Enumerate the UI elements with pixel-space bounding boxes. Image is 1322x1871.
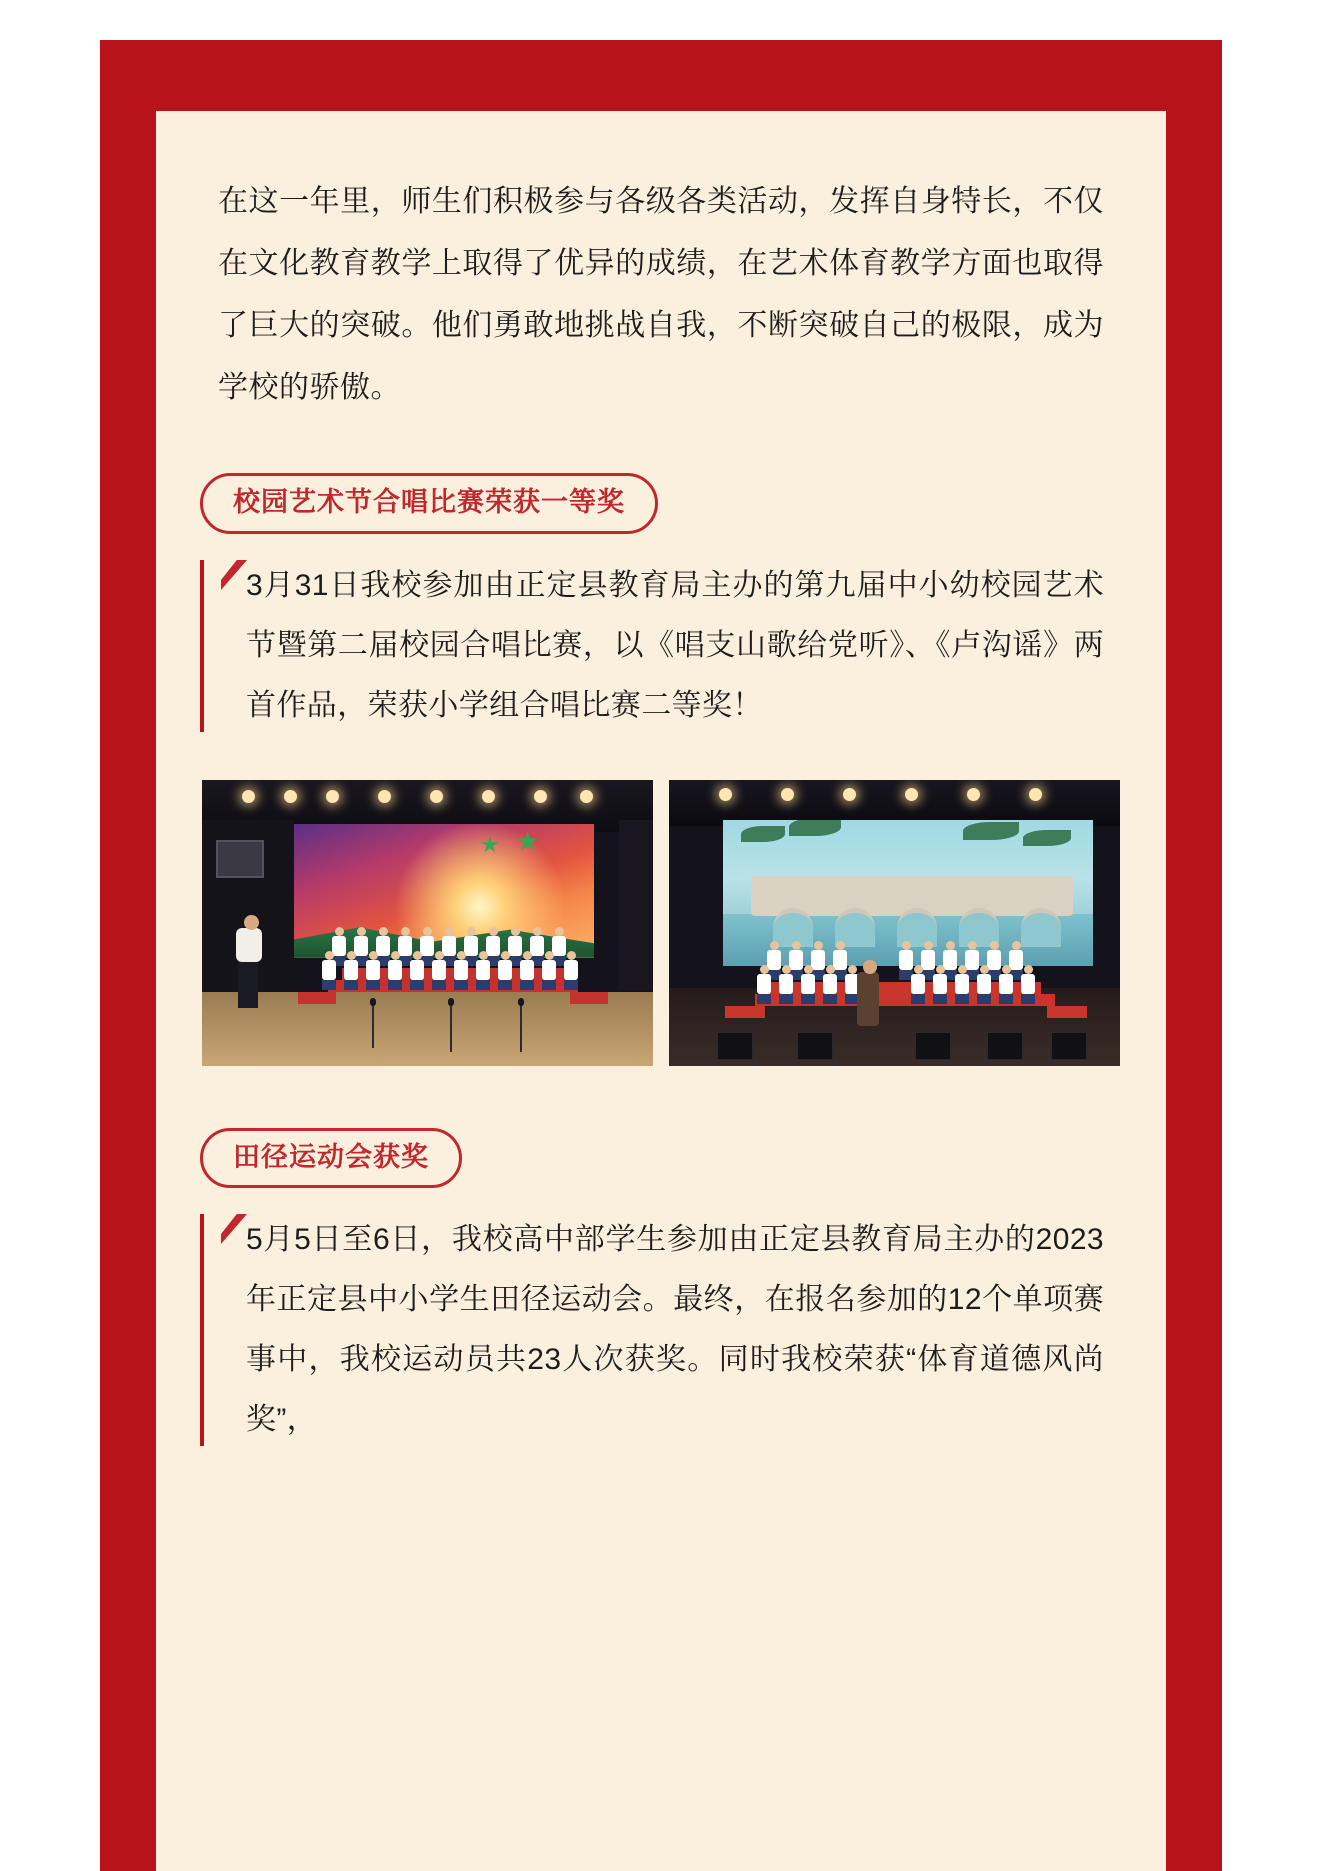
content-card: [156, 111, 1166, 1871]
section-body-2-text: 5月5日至6日，我校高中部学生参加由正定县教育局主办的2023年正定县中小学生田径运动会。最终，在报名参加的12个单项赛事中，我校运动员共23人次获奖。同时我校荣获“体育道德风尚奖”，: [246, 1223, 1104, 1437]
star-icon: ★: [480, 831, 500, 857]
leaf-icon: [741, 826, 785, 842]
section-heading-2-label: 田径运动会获奖: [200, 1128, 462, 1189]
intro-paragraph: 在这一年里，师生们积极参与各级各类活动，发挥自身特长，不仅在文化教育教学上取得了优异的成绩，在艺术体育教学方面也取得了巨大的突破。他们勇敢地挑战自我，不断突破自己的极限，成为学校的骄傲。: [218, 185, 1104, 404]
section-body-2: [200, 1210, 1104, 1450]
bottom-spacer: [156, 1450, 1166, 1490]
stage-light-icon: [843, 788, 856, 801]
chorus-singer: [344, 951, 358, 990]
stage-light-icon: [580, 790, 593, 803]
stage-step: [570, 992, 608, 1004]
leaf-icon: [1023, 830, 1071, 846]
chorus-singer: [366, 951, 380, 990]
stage-light-icon: [482, 790, 495, 803]
section-body-1-text: 3月31日我校参加由正定县教育局主办的第九届中小幼校园艺术节暨第二届校园合唱比赛，以《唱支山歌给党听》、《卢沟谣》两首作品，荣获小学组合唱比赛二等奖！: [246, 568, 1104, 722]
stage-window: [216, 840, 264, 878]
stage-speaker: [797, 1032, 833, 1060]
stage-light-icon: [719, 788, 732, 801]
chorus-singer: [933, 965, 947, 1004]
chorus-singer: [476, 951, 490, 990]
chorus-singer: [564, 951, 578, 990]
section-heading-2: [200, 1128, 462, 1189]
chorus-singer: [779, 965, 793, 1004]
chorus-singer: [432, 951, 446, 990]
stage-speaker: [915, 1032, 951, 1060]
stage-step: [298, 992, 336, 1004]
chorus-singer: [999, 965, 1013, 1004]
stage-light-icon: [905, 788, 918, 801]
conductor-head: [863, 960, 877, 974]
chorus-singer: [410, 951, 424, 990]
microphone-stand-icon: [372, 1004, 374, 1048]
microphone-stand-icon: [450, 1004, 452, 1052]
section-body-1: [200, 556, 1104, 736]
chorus-singer: [757, 965, 771, 1004]
chorus-singer: [498, 951, 512, 990]
stage-speaker: [717, 1032, 753, 1060]
stage-light-icon: [430, 790, 443, 803]
stage-right-wall: [619, 820, 653, 990]
leaf-icon: [963, 822, 1019, 840]
chorus-photo-bridge-stage: [669, 780, 1120, 1066]
photo-row-1: [202, 780, 1120, 1066]
stage-speaker: [1051, 1032, 1087, 1060]
chorus-photo-sunset-stage: [202, 780, 653, 1066]
stage-light-icon: [378, 790, 391, 803]
stage-light-icon: [242, 790, 255, 803]
chorus-singer: [955, 965, 969, 1004]
chorus-singer: [322, 951, 336, 990]
microphone-stand-icon: [520, 1004, 522, 1052]
section-heading-1: [200, 473, 658, 534]
chorus-singer: [454, 951, 468, 990]
stage-light-icon: [534, 790, 547, 803]
chorus-singer: [542, 951, 556, 990]
stage-light-icon: [781, 788, 794, 801]
chorus-singer: [1021, 965, 1035, 1004]
stage-light-icon: [1029, 788, 1042, 801]
leaf-icon: [789, 820, 841, 836]
stage-light-icon: [326, 790, 339, 803]
conductor-torso: [236, 928, 262, 962]
chorus-singer: [911, 965, 925, 1004]
stage-speaker: [987, 1032, 1023, 1060]
bridge-arch: [1021, 908, 1061, 947]
stage-step: [1047, 1006, 1087, 1018]
conductor-figure: [857, 972, 879, 1026]
chorus-singer: [801, 965, 815, 1004]
chorus-singer: [823, 965, 837, 1004]
stage-light-icon: [967, 788, 980, 801]
chorus-singer: [520, 951, 534, 990]
star-icon: ★: [516, 825, 540, 856]
conductor-head: [244, 915, 259, 930]
chorus-singer: [977, 965, 991, 1004]
section-heading-1-label: 校园艺术节合唱比赛荣获一等奖: [200, 473, 658, 534]
chorus-singer: [388, 951, 402, 990]
stage-step: [725, 1006, 765, 1018]
stage-light-icon: [284, 790, 297, 803]
